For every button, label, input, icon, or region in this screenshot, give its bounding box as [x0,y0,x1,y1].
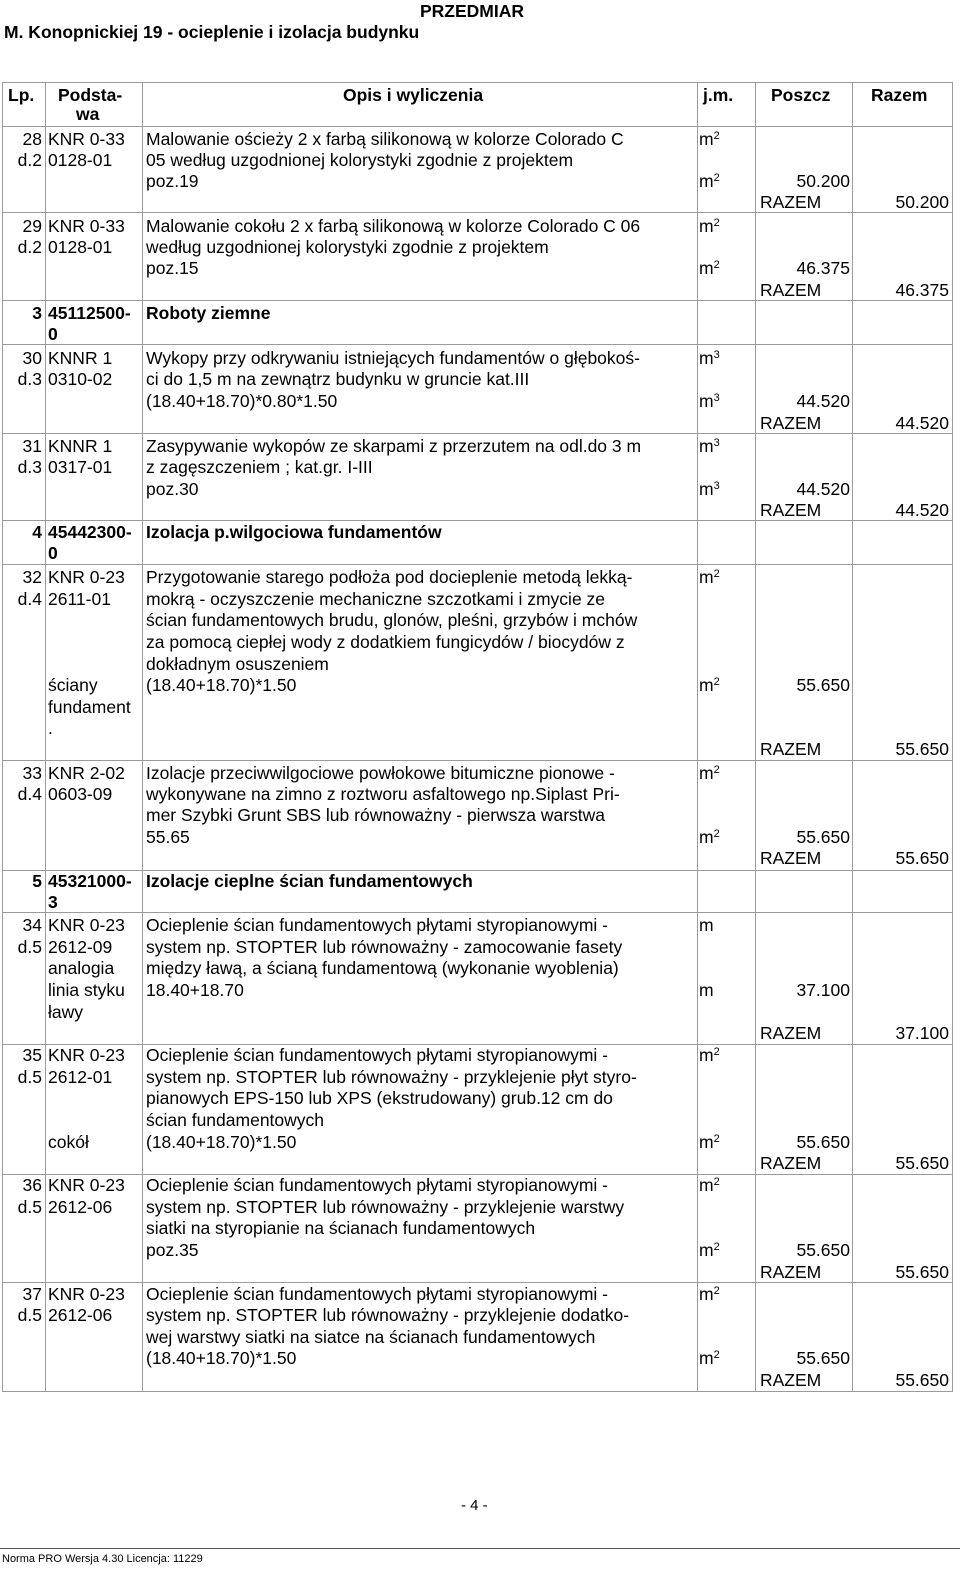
row-razem-value: 55.650 [895,1370,949,1390]
row-poszcz-value: 55.650 [796,1240,850,1260]
row-code: KNR 0-23 [48,567,125,587]
row-unit: $m^3$ [699,348,720,368]
section-code: 45321000- [48,871,132,891]
row-razem-value: 55.650 [895,739,949,759]
row-note: ściany [48,675,98,695]
row-description: ścian fundamentowych brudu, glonów, pleśni, grzybów i mchów [146,610,638,630]
razem-label: RAZEM [760,739,822,759]
row-calculation: (18.40+18.70)*0.80*1.50 [146,391,338,411]
col-header-opis: Opis i wyliczenia [343,85,484,105]
row-chapter: d.3 [17,457,42,477]
row-unit: $m^2$ [699,1284,720,1304]
row-description: za pomocą ciepłej wody z dodatkiem fungicydów / biocydów z [146,632,625,652]
calc-unit: $m^2$ [699,258,720,278]
row-code: KNR 0-23 [48,1045,125,1065]
razem-label: RAZEM [760,1370,822,1390]
section-title: Izolacje cieplne ścian fundamentowych [146,871,473,891]
row-note: analogia [48,958,115,978]
calc-unit: $m^3$ [699,391,720,411]
row-lp: 33 [22,763,42,783]
col-header-podstawa: Podsta- [58,85,123,105]
row-description: system np. STOPTER lub równoważny - zamocowanie fasety [146,937,623,957]
row-description: Ocieplenie ścian fundamentowych płytami styropianowymi - [146,915,609,935]
row-poszcz-value: 55.650 [796,1132,850,1152]
row-description: ci do 1,5 m na zewnątrz budynku w gruncie kat.III [146,369,530,389]
row-description: Ocieplenie ścian fundamentowych płytami styropianowymi - [146,1284,609,1304]
row-calculation: 55.65 [146,827,190,847]
calc-unit: $m^2$ [699,675,720,695]
col-header-razem: Razem [871,85,928,105]
row-calculation: poz.19 [146,171,199,191]
row-description: według uzgodnionej kolorystyki zgodnie z projektem [146,237,549,257]
calc-unit: $m^2$ [699,1348,720,1368]
row-description: Malowanie ościeży 2 x farbą silikonową w kolorze Colorado C [146,129,624,149]
razem-label: RAZEM [760,500,822,520]
row-note: fundament [48,697,131,717]
row-chapter: d.5 [17,1197,42,1217]
row-razem-value: 44.520 [895,500,949,520]
section-code-suffix: 0 [48,543,58,563]
row-chapter: d.2 [17,237,42,257]
row-unit: $m^2$ [699,216,720,236]
row-code-number: 0603-09 [48,784,113,804]
section-number: 3 [32,303,42,323]
row-description: Wykopy przy odkrywaniu istniejących fundamentów o głębokoś- [146,348,640,368]
row-description: system np. STOPTER lub równoważny - przyklejenie warstwy [146,1197,625,1217]
row-lp: 36 [22,1175,42,1195]
row-lp: 28 [22,129,42,149]
row-description: dokładnym osuszeniem [146,654,329,674]
row-poszcz-value: 55.650 [796,827,850,847]
row-chapter: d.5 [17,1305,42,1325]
row-description: Ocieplenie ścian fundamentowych płytami styropianowymi - [146,1175,609,1195]
row-description: Izolacje przeciwwilgociowe powłokowe bitumiczne pionowe - [146,763,615,783]
row-code-number: 2611-01 [48,589,111,609]
row-razem-value: 50.200 [895,192,949,212]
razem-label: RAZEM [760,1023,822,1043]
calc-unit: $m^3$ [699,479,720,499]
row-note: cokół [48,1132,89,1152]
row-description: z zagęszczeniem ; kat.gr. I-III [146,457,373,477]
row-code: KNR 0-23 [48,915,125,935]
row-lp: 29 [22,216,42,236]
row-unit: m [699,915,714,935]
row-poszcz-value: 55.650 [796,675,850,695]
row-unit: $m^2$ [699,1045,720,1065]
row-calculation: (18.40+18.70)*1.50 [146,675,297,695]
row-lp: 30 [22,348,42,368]
row-calculation: poz.15 [146,258,199,278]
page-header-title: PRZEDMIAR [420,1,525,21]
row-calculation: (18.40+18.70)*1.50 [146,1348,297,1368]
row-razem-value: 44.520 [895,413,949,433]
row-code: KNR 0-33 [48,216,125,236]
row-code-number: 0317-01 [48,457,113,477]
col-header-poszcz: Poszcz [771,85,831,105]
razem-label: RAZEM [760,413,822,433]
row-code-number: 2612-06 [48,1305,113,1325]
row-chapter: d.3 [17,369,42,389]
section-number: 5 [32,871,42,891]
row-lp: 34 [22,915,42,935]
row-poszcz-value: 44.520 [796,391,850,411]
row-description: pianowych EPS-150 lub XPS (ekstrudowany) grub.12 cm do [146,1088,613,1108]
row-description: Malowanie cokołu 2 x farbą silikonową w kolorze Colorado C 06 [146,216,641,236]
row-description: Przygotowanie starego podłoża pod docieplenie metodą lekką- [146,567,633,587]
row-description: 05 według uzgodnionej kolorystyki zgodnie z projektem [146,150,574,170]
razem-label: RAZEM [760,1262,822,1282]
row-description: wej warstwy siatki na siatce na ścianach fundamentowych [146,1327,596,1347]
razem-label: RAZEM [760,280,822,300]
row-calculation: 18.40+18.70 [146,980,244,1000]
row-code: KNNR 1 [48,436,113,456]
col-header-lp: Lp. [8,85,35,105]
row-chapter: d.5 [17,1067,42,1087]
row-note: ławy [48,1002,84,1022]
row-razem-value: 55.650 [895,1153,949,1173]
row-poszcz-value: 44.520 [796,479,850,499]
row-unit: $m^2$ [699,567,720,587]
footer-divider [0,1548,960,1549]
razem-label: RAZEM [760,848,822,868]
row-unit: $m^3$ [699,436,720,456]
calc-unit: $m^2$ [699,171,720,191]
row-razem-value: 46.375 [895,280,949,300]
row-poszcz-value: 50.200 [796,171,850,191]
row-code-number: 0128-01 [48,237,113,257]
row-description: ścian fundamentowych [146,1110,325,1130]
row-poszcz-value: 55.650 [796,1348,850,1368]
row-lp: 37 [22,1284,42,1304]
section-code-suffix: 3 [48,892,58,912]
row-code-number: 2612-06 [48,1197,113,1217]
row-poszcz-value: 46.375 [796,258,850,278]
row-chapter: d.5 [17,937,42,957]
section-title: Izolacja p.wilgociowa fundamentów [146,522,442,542]
row-note: linia styku [48,980,125,1000]
row-calculation: poz.35 [146,1240,199,1260]
row-description: siatki na styropianie na ścianach fundamentowych [146,1218,536,1238]
row-chapter: d.4 [17,589,42,609]
row-razem-value: 37.100 [895,1023,949,1043]
row-lp: 32 [22,567,42,587]
section-code: 45442300- [48,522,132,542]
row-lp: 35 [22,1045,42,1065]
row-unit: $m^2$ [699,1175,720,1195]
document-subtitle: M. Konopnickiej 19 - ocieplenie i izolacja budynku [4,22,420,42]
calc-unit: $m^2$ [699,827,720,847]
footer-license: Norma PRO Wersja 4.30 Licencja: 11229 [2,1553,203,1565]
row-calculation: (18.40+18.70)*1.50 [146,1132,297,1152]
row-description: system np. STOPTER lub równoważny - przyklejenie płyt styro- [146,1067,637,1087]
row-description: Ocieplenie ścian fundamentowych płytami styropianowymi - [146,1045,609,1065]
row-calculation: poz.30 [146,479,199,499]
page-number: - 4 - [461,1497,488,1514]
row-code-number: 0128-01 [48,150,113,170]
section-number: 4 [32,522,42,542]
row-description: między ławą, a ścianą fundamentową (wykonanie wyoblenia) [146,958,619,978]
razem-label: RAZEM [760,192,822,212]
col-header-podstawa-cont: wa [76,104,100,124]
row-code: KNNR 1 [48,348,113,368]
row-description: Zasypywanie wykopów ze skarpami z przerzutem na odl.do 3 m [146,436,642,456]
section-title: Roboty ziemne [146,303,271,323]
calc-unit: $m^2$ [699,1132,720,1152]
section-code-suffix: 0 [48,324,58,344]
row-description: mokrą - oczyszczenie mechaniczne szczotkami i zmycie ze [146,589,606,609]
row-code: KNR 0-23 [48,1175,125,1195]
row-razem-value: 55.650 [895,848,949,868]
row-poszcz-value: 37.100 [796,980,850,1000]
row-code-number: 2612-09 [48,937,113,957]
row-code-number: 0310-02 [48,369,113,389]
razem-label: RAZEM [760,1153,822,1173]
row-code: KNR 0-23 [48,1284,125,1304]
col-header-jm: j.m. [703,85,734,105]
row-unit: $m^2$ [699,129,720,149]
row-unit: $m^2$ [699,763,720,783]
row-description: system np. STOPTER lub równoważny - przyklejenie dodatko- [146,1305,630,1325]
row-chapter: d.2 [17,150,42,170]
row-description: wykonywane na zimno z roztworu asfaltowego np.Siplast Pri- [146,784,620,804]
row-code: KNR 2-02 [48,763,125,783]
section-code: 45112500- [48,303,131,323]
row-note: . [48,718,53,738]
calc-unit: $m^2$ [699,1240,720,1260]
calc-unit: m [699,980,714,1000]
row-chapter: d.4 [17,784,42,804]
row-code-number: 2612-01 [48,1067,113,1087]
row-code: KNR 0-33 [48,129,125,149]
row-lp: 31 [22,436,42,456]
row-description: mer Szybki Grunt SBS lub równoważny - pierwsza warstwa [146,805,606,825]
row-razem-value: 55.650 [895,1262,949,1282]
